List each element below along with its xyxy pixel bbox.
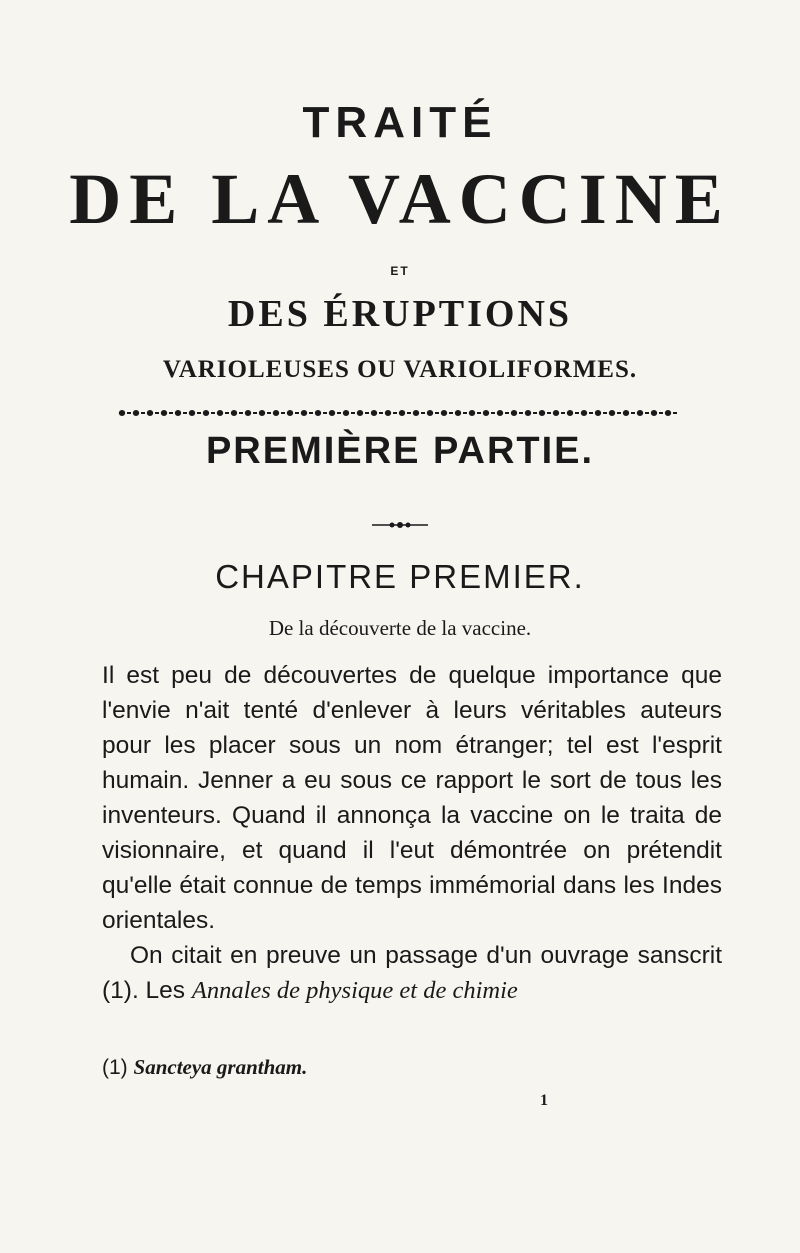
paragraph-2-text: On citait en preuve un passage d'un ouvrage sanscrit (1). Les xyxy=(102,942,722,1004)
signature-mark: 1 xyxy=(540,1092,548,1109)
footnote xyxy=(102,1055,307,1080)
decorative-rule xyxy=(118,408,678,418)
footnote-text: Sancteya grantham. xyxy=(133,1055,308,1079)
title-line-3: DES ÉRUPTIONS xyxy=(227,293,573,335)
title-conjunction: ET xyxy=(390,264,410,278)
paragraph-2 xyxy=(102,938,722,1008)
title-line-2: DE LA VACCINE xyxy=(69,159,731,239)
part-heading: PREMIÈRE PARTIE. xyxy=(205,430,595,472)
paragraph-2-italic: Annales de physique et de chimie xyxy=(191,977,518,1004)
body-text xyxy=(102,658,722,1008)
title-subtitle: VARIOLEUSES OU VARIOLIFORMES. xyxy=(162,356,638,383)
paragraph-1: Il est peu de découvertes de quelque importance que l'envie n'ait tenté d'enlever à leurs véritables auteurs pour les placer sous un nom étranger; tel est l'esprit humain. Jenner a eu sous ce rapport le sort de tous les inventeurs. Quand il annonça la vaccine on le traita de visionnaire, et quand il l'eut démontrée on prétendit qu'elle était connue de temps immémorial dans les Indes orientales. xyxy=(102,662,722,934)
chapter-subtitle: De la découverte de la vaccine. xyxy=(268,616,532,640)
chapter-heading: CHAPITRE PREMIER. xyxy=(215,558,585,595)
footnote-mark: (1) xyxy=(102,1056,128,1079)
title-line-1: TRAITÉ xyxy=(302,98,498,147)
ornament-divider xyxy=(372,520,428,530)
